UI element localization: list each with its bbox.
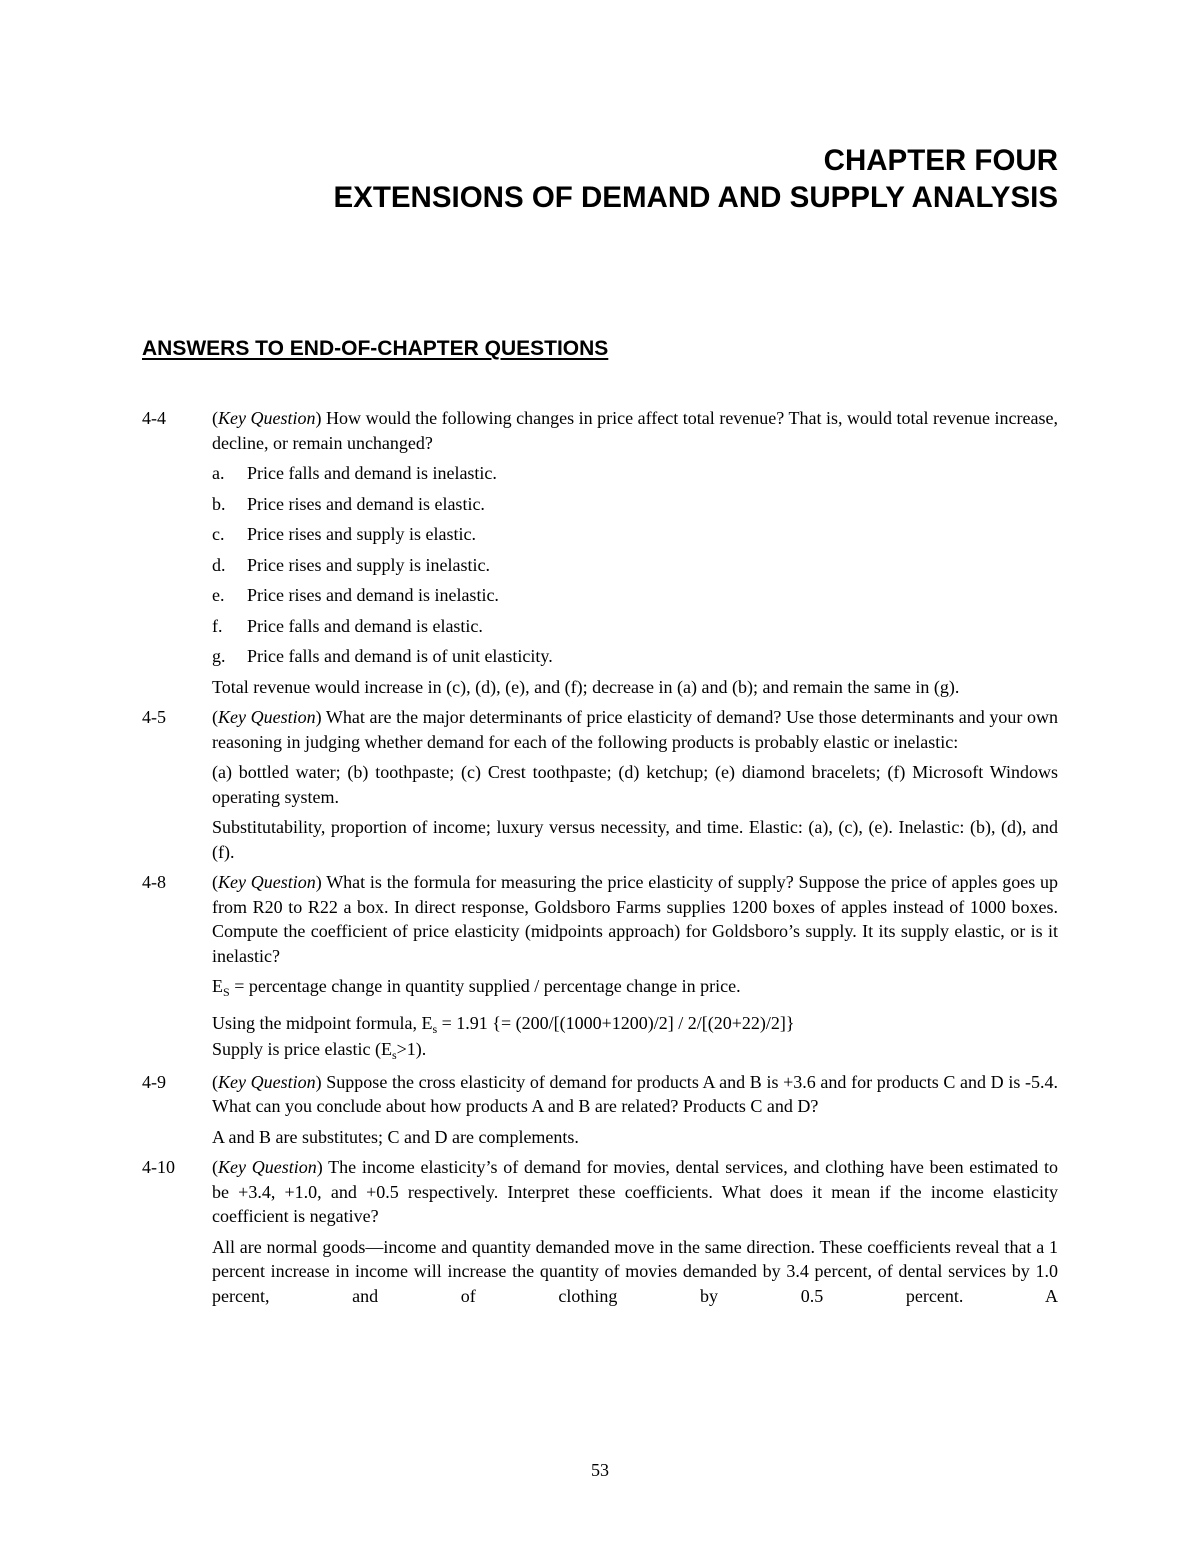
answer-text: Supply is price elastic $(E_s>1)$. bbox=[212, 1039, 427, 1062]
question-4-4 bbox=[142, 406, 1058, 699]
section-heading: ANSWERS TO END-OF-CHAPTER QUESTIONS bbox=[142, 337, 609, 360]
question-number: 4-8 bbox=[142, 872, 166, 892]
answer-text: A and B are substitutes; C and D are complements. bbox=[212, 1126, 579, 1147]
key-question-label: Key Question bbox=[218, 1071, 316, 1092]
list-item: d. Price rises and supply is inelastic. bbox=[212, 554, 490, 575]
answer-text: Substitutability, proportion of income; luxury versus necessity, and time. Elastic: (a), (c), (e). Inelastic: (b), (d), and (f). bbox=[212, 817, 1058, 862]
key-question-label: Key Question bbox=[218, 872, 316, 892]
answer-text: Total revenue would increase in (c), (d), (e), and (f); decrease in (a) and (b); and remain the same in (g). bbox=[212, 676, 960, 697]
formula-text: $E_S$ = percentage change in quantity supplied / percentage change in price. bbox=[212, 976, 741, 999]
list-item: a. Price falls and demand is inelastic. bbox=[212, 463, 497, 483]
question-body bbox=[212, 1155, 1058, 1308]
answer-text: All are normal goods—income and quantity demanded move in the same direction. These coefficients reveal that a 1 percent increase in income will increase the quantity of movies demanded by 3.4 percent, of dental services by 1.0 percent, and of clothing by 0.5 percent. A bbox=[212, 1236, 1058, 1306]
question-text: (Key Question) What are the major determinants of price elasticity of demand? Use those determinants and your own reasoning in judging whether demand for each of the following products is probably elastic or inelastic: bbox=[212, 707, 1059, 752]
question-4-5 bbox=[142, 705, 1058, 864]
question-body bbox=[212, 870, 1058, 1064]
questions-list bbox=[142, 406, 1058, 1308]
question-4-9 bbox=[142, 1070, 1058, 1150]
list-item: c. Price rises and supply is elastic. bbox=[212, 524, 476, 544]
key-question-label: Key Question bbox=[218, 1157, 317, 1177]
question-number: 4-4 bbox=[142, 408, 166, 428]
sub-question-list bbox=[212, 461, 1058, 669]
question-text: (Key Question) Suppose the cross elasticity of demand for products A and B is +3.6 and for products C and D is -5.4. What can you conclude about how products A and B are related? Products C and D? bbox=[212, 1071, 1058, 1116]
key-question-label: Key Question bbox=[218, 408, 316, 428]
list-item: e. Price rises and demand is inelastic. bbox=[212, 585, 499, 605]
question-text: (Key Question) How would the following changes in price affect total revenue? That is, would total revenue increase, decline, or remain unchanged? bbox=[212, 408, 1059, 453]
page-number: 53 bbox=[591, 1460, 609, 1480]
question-4-8 bbox=[142, 870, 1058, 1064]
list-item: b. Price rises and demand is elastic. bbox=[212, 493, 485, 514]
question-text: (Key Question) The income elasticity’s of demand for movies, dental services, and clothing have been estimated to be +3.4, +1.0, and +0.5 respectively. Interpret these coefficients. What does it mean if the income elasticity coefficient is negative? bbox=[212, 1157, 1059, 1226]
question-number: 4-5 bbox=[142, 707, 166, 727]
question-number: 4-9 bbox=[142, 1071, 166, 1092]
product-list-text: (a) bottled water; (b) toothpaste; (c) Crest toothpaste; (d) ketchup; (e) diamond bracelets; (f) Microsoft Windows operating system. bbox=[212, 762, 1058, 807]
chapter-title: EXTENSIONS OF DEMAND AND SUPPLY ANALYSIS bbox=[333, 181, 1058, 214]
question-body bbox=[212, 406, 1058, 699]
question-number: 4-10 bbox=[142, 1157, 175, 1177]
question-text: (Key Question) What is the formula for measuring the price elasticity of supply? Suppose the price of apples goes up from R20 to R22 a box. In direct response, Goldsboro Farms supplies 1200 boxes of apples instead of 1000 boxes. Compute the coefficient of price elasticity (midpoints approach) for Goldsboro’s supply. It its supply elastic, or is it inelastic? bbox=[212, 872, 1058, 966]
list-item: g. Price falls and demand is of unit elasticity. bbox=[212, 646, 553, 666]
chapter-number: CHAPTER FOUR bbox=[823, 144, 1058, 177]
midpoint-calculation: Using the midpoint formula, $E_s = 1.91$ {= (200/[(1000+1200)/2] / 2/[(20+22)/2]} bbox=[212, 1012, 795, 1036]
question-body bbox=[212, 705, 1058, 864]
question-4-10 bbox=[142, 1155, 1058, 1308]
list-item: f. Price falls and demand is elastic. bbox=[212, 615, 483, 636]
question-body bbox=[212, 1070, 1058, 1150]
chapter-heading bbox=[333, 142, 1058, 216]
key-question-label: Key Question bbox=[218, 707, 316, 727]
